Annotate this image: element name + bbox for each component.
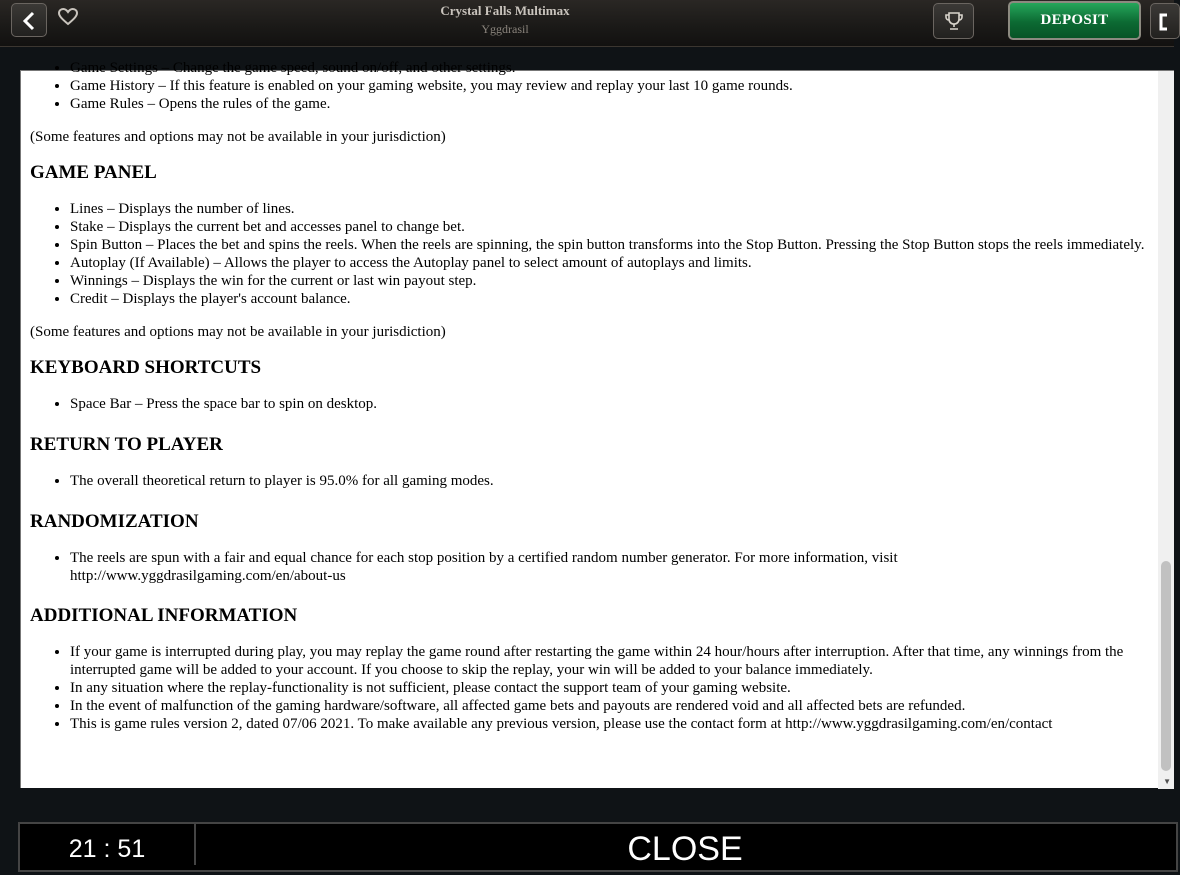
list-item: • If your game is interrupted during play, you may replay the game round after restarting the game within 24 hour/hours after interruption. After that time, any winnings from the interrupted game will be added to your account. If you choose to skip the replay, your win will be added to your balance immediately. (70, 643, 1152, 679)
top-bar (0, 0, 1174, 47)
list-item: • In the event of malfunction of the gaming hardware/software, all affected game bets and payouts are rendered void and all affected bets are refunded. (70, 697, 1152, 715)
scroll-down-arrow-icon[interactable]: ▼ (1163, 777, 1171, 786)
scrollbar-thumb[interactable] (1161, 561, 1171, 771)
list-item: • Game Settings – Change the game speed, sound on/off, and other settings. (70, 59, 1152, 77)
list-item: • In any situation where the replay-functionality is not sufficient, please contact the support team of your gaming website. (70, 679, 1152, 697)
list-item: • The reels are spun with a fair and equal chance for each stop position by a certified random number generator. For more information, visit http://www.yggdrasilgaming.com/en/about-us (70, 549, 1152, 585)
clock: 21 : 51 (20, 824, 196, 865)
fullscreen-icon (1159, 13, 1173, 31)
keyboard-shortcuts-heading: KEYBOARD SHORTCUTS (30, 357, 262, 378)
fullscreen-button[interactable] (1150, 3, 1180, 39)
game-title: Crystal Falls Multimax (440, 3, 570, 18)
list-item: • Autoplay (If Available) – Allows the player to access the Autoplay panel to select amount of autoplays and limits. (70, 254, 1152, 272)
additional-information-list (30, 643, 1152, 733)
return-to-player-list (30, 472, 1152, 490)
scrollbar[interactable] (1158, 71, 1174, 789)
rules-panel[interactable] (20, 60, 1174, 788)
deposit-button[interactable]: DEPOSIT (1008, 1, 1141, 40)
return-to-player-heading: RETURN TO PLAYER (30, 434, 223, 455)
list-item: • The overall theoretical return to player is 95.0% for all gaming modes. (70, 472, 1152, 490)
game-panel-heading: GAME PANEL (30, 162, 157, 183)
list-item: • This is game rules version 2, dated 07/06 2021. To make available any previous version, please use the contact form at http://www.yggdrasilgaming.com/en/contact (70, 715, 1152, 733)
list-item: • Credit – Displays the player's account balance. (70, 290, 1152, 308)
jurisdiction-note: (Some features and options may not be available in your jurisdiction) (30, 324, 446, 340)
trophy-button[interactable] (933, 3, 974, 39)
game-provider: Yggdrasil (481, 22, 529, 36)
list-item: • Lines – Displays the number of lines. (70, 200, 1152, 218)
list-item: • Spin Button – Places the bet and spins the reels. When the reels are spinning, the spin button transforms into the Stop Button. Pressing the Stop Button stops the reels immediately. (70, 236, 1152, 254)
randomization-list (30, 549, 1152, 585)
game-panel-list (30, 200, 1152, 308)
trophy-icon (944, 11, 964, 31)
menu-items-list (30, 59, 1152, 113)
rules-content (30, 59, 1152, 733)
randomization-heading: RANDOMIZATION (30, 511, 199, 532)
list-item: • Stake – Displays the current bet and accesses panel to change bet. (70, 218, 1152, 236)
list-item: • Game Rules – Opens the rules of the game. (70, 95, 1152, 113)
jurisdiction-note: (Some features and options may not be available in your jurisdiction) (30, 129, 446, 145)
close-button[interactable]: CLOSE (627, 830, 743, 868)
keyboard-shortcuts-list (30, 395, 1152, 413)
additional-information-heading: ADDITIONAL INFORMATION (30, 605, 298, 626)
list-item: • Game History – If this feature is enabled on your gaming website, you may review and replay your last 10 game rounds. (70, 77, 1152, 95)
list-item: • Space Bar – Press the space bar to spin on desktop. (70, 395, 1152, 413)
list-item: • Winnings – Displays the win for the current or last win payout step. (70, 272, 1152, 290)
